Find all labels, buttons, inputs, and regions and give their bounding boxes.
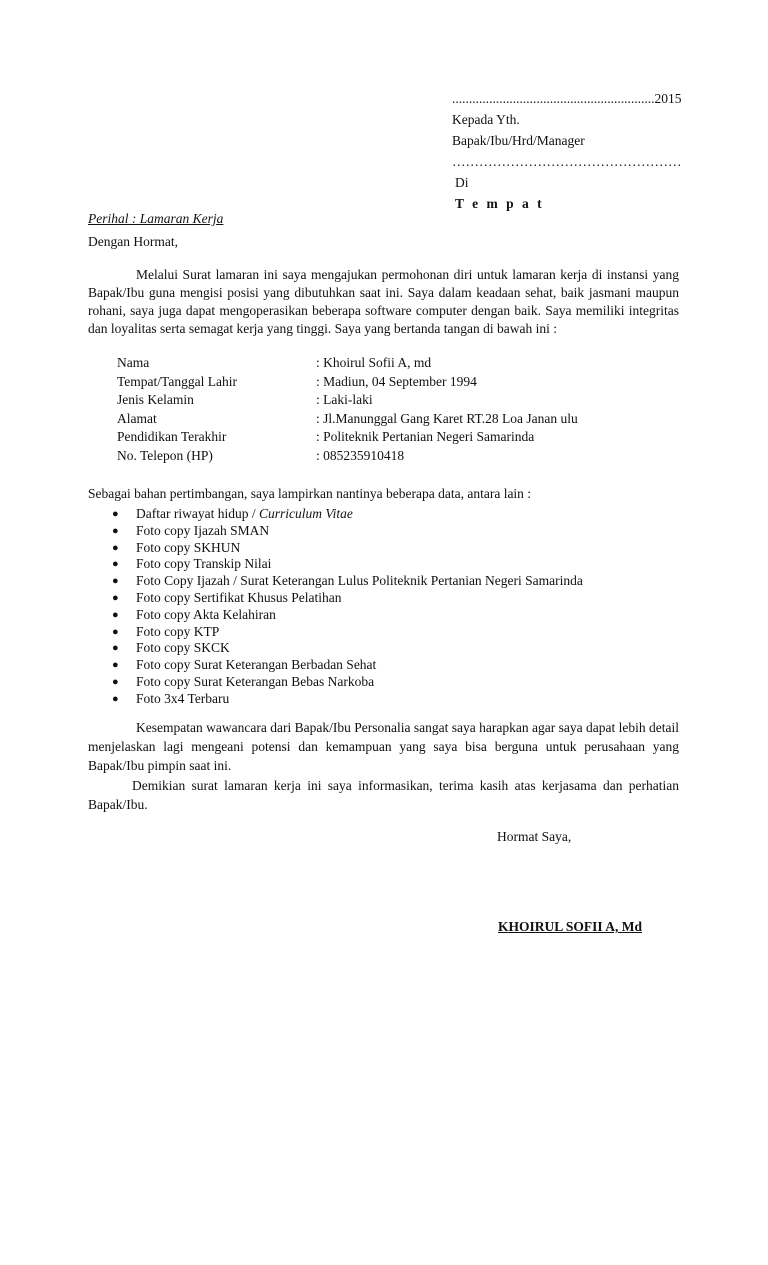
bullet-icon: ●: [112, 625, 119, 638]
biodata-value: : Khoirul Sofii A, md: [316, 355, 432, 370]
recipient-block: [452, 88, 692, 214]
attachment-item: [112, 624, 583, 641]
attachment-text: Foto copy KTP: [136, 623, 220, 639]
salutation: Dengan Hormat,: [88, 234, 178, 249]
bullet-icon: ●: [112, 508, 119, 520]
attachment-text: Foto copy Akta Kelahiran: [136, 606, 276, 622]
date-line: ............................................................2015: [452, 91, 682, 106]
signer-name: KHOIRUL SOFII A, Md: [498, 919, 643, 934]
biodata-value: : Jl.Manunggal Gang Karet RT.28 Loa Janan ulu: [316, 410, 578, 426]
attachment-item: [112, 640, 583, 657]
recipient-title: Bapak/Ibu/Hrd/Manager: [452, 133, 585, 148]
biodata-value: : Politeknik Pertanian Negeri Samarinda: [316, 429, 535, 444]
attachment-item: [112, 523, 583, 540]
biodata-row: [117, 354, 578, 373]
recipient-greeting: Kepada Yth.: [452, 112, 520, 127]
biodata-row: [117, 373, 578, 392]
opening-paragraph: [88, 266, 679, 338]
sign-off: Hormat Saya,: [497, 829, 572, 844]
bullet-icon: ●: [112, 524, 119, 537]
attachment-item: [112, 691, 583, 708]
attachment-text: Foto copy Sertifikat Khusus Pelatihan: [136, 589, 342, 605]
attachment-text: Foto 3x4 Terbaru: [136, 690, 230, 706]
attachment-item: [112, 674, 583, 691]
biodata-row: [117, 391, 578, 410]
interview-text: Kesempatan wawancara dari Bapak/Ibu Personalia sangat saya harapkan agar saya dapat lebih detail menjelaskan lagi mengeani potensi dan kemampuan yang saya bisa berguna untuk perusahaan yang Bapak/Ibu pimpin saat ini.: [88, 720, 679, 773]
attachment-item: [112, 590, 583, 607]
biodata-label: No. Telepon (HP): [117, 447, 213, 463]
biodata-label: Jenis Kelamin: [117, 392, 194, 407]
attachment-text: Foto copy Surat Keterangan Bebas Narkoba: [136, 673, 375, 689]
attachment-text: Foto copy SKHUN: [136, 539, 241, 555]
closing-paragraph: [88, 776, 679, 814]
attachment-item: [112, 607, 583, 624]
closing-text: Demikian surat lamaran kerja ini saya informasikan, terima kasih atas kerjasama dan perhatian Bapak/Ibu.: [88, 778, 679, 812]
bullet-icon: ●: [112, 591, 119, 604]
biodata-value: : Madiun, 04 September 1994: [316, 373, 477, 389]
bullet-icon: ●: [112, 642, 119, 655]
attachments-intro: Sebagai bahan pertimbangan, saya lampirkan nantinya beberapa data, antara lain :: [88, 486, 532, 501]
biodata-label: Pendidikan Terakhir: [117, 429, 227, 444]
biodata-row: [117, 447, 578, 466]
attachment-text: Foto copy Surat Keterangan Berbadan Sehat: [136, 657, 377, 673]
biodata-value: : 085235910418: [316, 447, 405, 463]
recipient-name-line: ……………………………………………: [452, 154, 682, 169]
subject-line: Perihal : Lamaran Kerja: [88, 211, 224, 226]
bullet-icon: ●: [112, 659, 119, 672]
opening-text: Melalui Surat lamaran ini saya mengajukan permohonan diri untuk lamaran kerja di instansi yang Bapak/Ibu guna mengisi posisi yang dibutuhkan saat ini. Saya dalam keadaan sehat, baik jasmani maupun rohani, saya juga dapat mengoperasikan beberapa software computer dengan baik. Saya memiliki integritas dan loyalitas serta semagat kerja yang tinggi. Saya yang bertanda tangan di bawah ini :: [88, 267, 679, 336]
bullet-icon: ●: [112, 541, 119, 554]
biodata-row: [117, 428, 578, 447]
attachments-list: [112, 506, 583, 708]
attachment-italic-text: Curriculum Vitae: [258, 506, 353, 521]
biodata-row: [117, 410, 578, 429]
attachment-text: Foto Copy Ijazah / Surat Keterangan Lulus Politeknik Pertanian Negeri Samarinda: [136, 573, 583, 589]
attachment-item: [112, 573, 583, 590]
recipient-tempat: T e m p a t: [455, 196, 545, 211]
biodata-label: Nama: [117, 355, 150, 370]
attachment-text: Foto copy Ijazah SMAN: [136, 522, 270, 538]
attachment-item: [112, 556, 583, 573]
recipient-di: Di: [455, 175, 469, 190]
bullet-icon: ●: [112, 675, 119, 688]
attachment-item: [112, 506, 583, 523]
interview-paragraph: [88, 718, 679, 775]
attachment-item: [112, 657, 583, 674]
biodata-label: Alamat: [117, 410, 157, 426]
attachment-text: Daftar riwayat hidup /: [136, 506, 259, 521]
bullet-icon: ●: [112, 692, 119, 705]
bullet-icon: ●: [112, 575, 119, 588]
attachment-text: Foto copy SKCK: [136, 640, 230, 656]
biodata-table: [117, 354, 578, 465]
bullet-icon: ●: [112, 558, 119, 571]
biodata-label: Tempat/Tanggal Lahir: [117, 373, 237, 389]
attachment-text: Foto copy Transkip Nilai: [136, 556, 272, 572]
bullet-icon: ●: [112, 608, 119, 621]
biodata-value: : Laki-laki: [316, 392, 373, 407]
attachment-item: [112, 540, 583, 557]
